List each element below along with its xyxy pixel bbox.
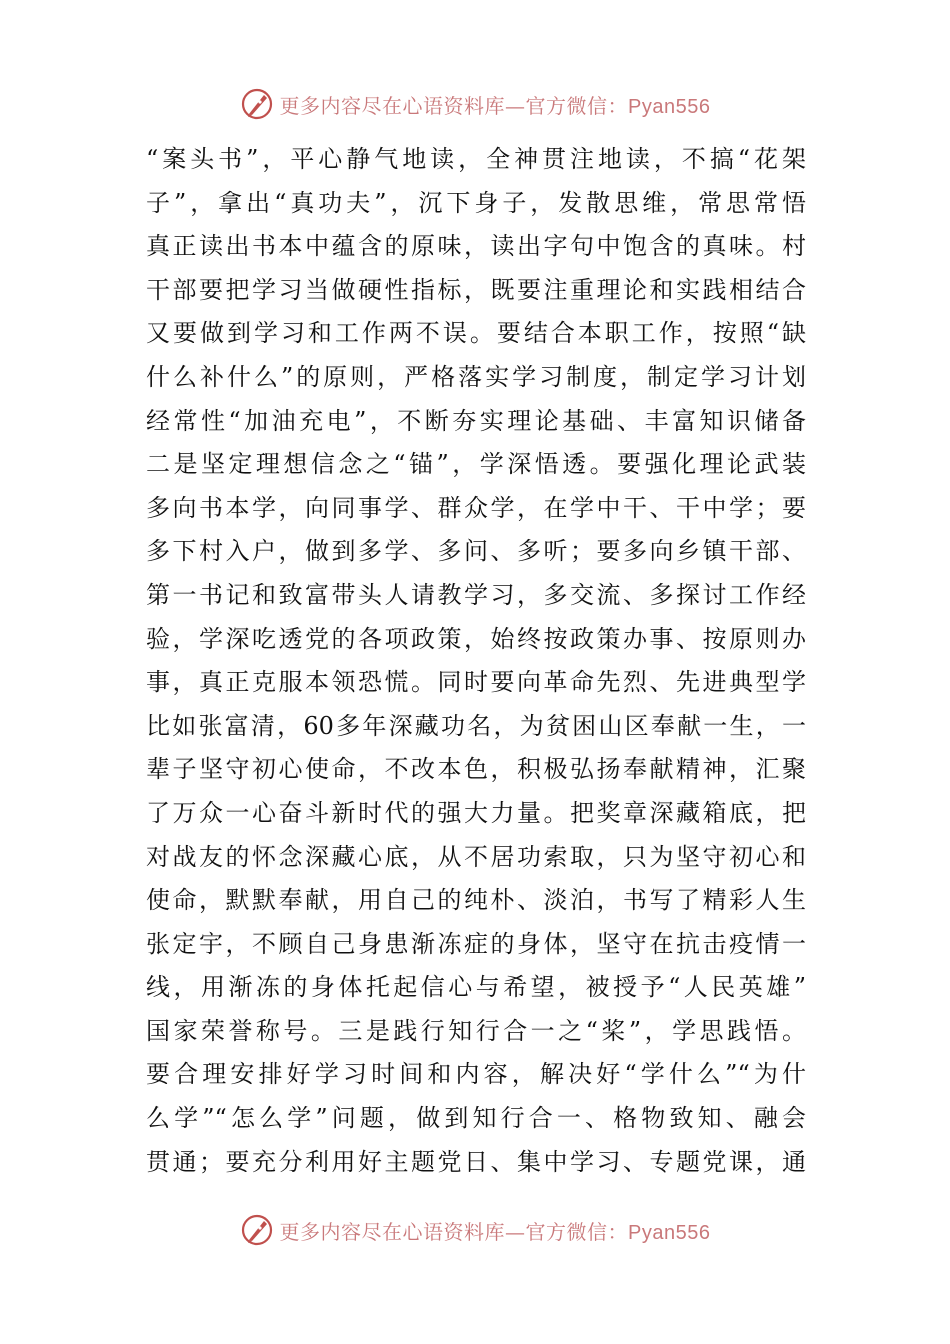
footer-contact-label: 官方微信： — [525, 1219, 629, 1244]
footer-banner — [0, 1210, 950, 1250]
footer-banner-text — [280, 1216, 711, 1245]
text-line: 事，真正克服本领恐慌。同时要向革命先烈、先进典型学 — [146, 668, 806, 697]
header-contact-label: 官方微信： — [525, 93, 629, 118]
text-line: 么学”“怎么学”问题，做到知行合一、格物致知、融会 — [146, 1104, 806, 1133]
text-line: 多下村入户，做到多学、多问、多听；要多向乡镇干部、 — [146, 537, 806, 566]
text-line: 干部要把学习当做硬性指标，既要注重理论和实践相结合 — [146, 275, 806, 304]
pen-nib-logo-icon — [240, 1213, 274, 1247]
pen-nib-logo-icon — [240, 87, 274, 121]
footer-brand: 更多内容尽在心语资料库 — [279, 1219, 506, 1244]
text-line: 多向书本学，向同事学、群众学，在学中干、干中学；要 — [146, 493, 806, 522]
text-line: 验，学深吃透党的各项政策，始终按政策办事、按原则办 — [146, 624, 806, 653]
text-line: 线，用渐冻的身体托起信心与希望，被授予“人民英雄” — [146, 973, 806, 1002]
header-banner-text — [280, 90, 711, 119]
header-brand: 更多内容尽在心语资料库 — [279, 93, 506, 118]
footer-dash: — — [505, 1219, 526, 1244]
text-line: 贯通；要充分利用好主题党日、集中学习、专题党课，通 — [146, 1147, 806, 1176]
text-line: 辈子坚守初心使命，不改本色，积极弘扬奉献精神，汇聚 — [146, 755, 806, 784]
text-line: 什么补什么”的原则，严格落实学习制度，制定学习计划 — [146, 362, 806, 391]
text-line: 国家荣誉称号。三是践行知行合一之“桨”，学思践悟。 — [146, 1016, 806, 1045]
text-line: 真正读出书本中蕴含的原味，读出字句中饱含的真味。村 — [146, 232, 806, 261]
text-line: 比如张富清，60多年深藏功名，为贫困山区奉献一生，一 — [146, 711, 806, 740]
text-line: 又要做到学习和工作两不误。要结合本职工作，按照“缺 — [146, 319, 806, 348]
text-line: “案头书”，平心静气地读，全神贯注地读，不搞“花架 — [146, 145, 806, 173]
text-line: 经常性“加油充电”，不断夯实理论基础、丰富知识储备 — [146, 406, 806, 435]
footer-wechat-id: Pyan556 — [628, 1221, 711, 1244]
text-line: 张定宇，不顾自己身患渐冻症的身体，坚守在抗击疫情一 — [146, 929, 806, 958]
text-line: 第一书记和致富带头人请教学习，多交流、多探讨工作经 — [146, 580, 806, 609]
header-banner — [0, 84, 950, 124]
header-wechat-id: Pyan556 — [628, 95, 711, 118]
text-line: 子”，拿出“真功夫”，沉下身子，发散思维，常思常悟 — [146, 188, 806, 217]
text-line: 了万众一心奋斗新时代的强大力量。把奖章深藏箱底，把 — [146, 798, 806, 827]
text-line: 要合理安排好学习时间和内容，解决好“学什么”“为什 — [146, 1060, 806, 1089]
text-line: 使命，默默奉献，用自己的纯朴、淡泊，书写了精彩人生 — [146, 886, 806, 915]
header-dash: — — [505, 93, 526, 118]
document-body — [146, 138, 806, 1184]
text-line: 二是坚定理想信念之“锚”，学深悟透。要强化理论武装 — [146, 450, 806, 479]
text-line: 对战友的怀念深藏心底，从不居功索取，只为坚守初心和 — [146, 842, 806, 871]
